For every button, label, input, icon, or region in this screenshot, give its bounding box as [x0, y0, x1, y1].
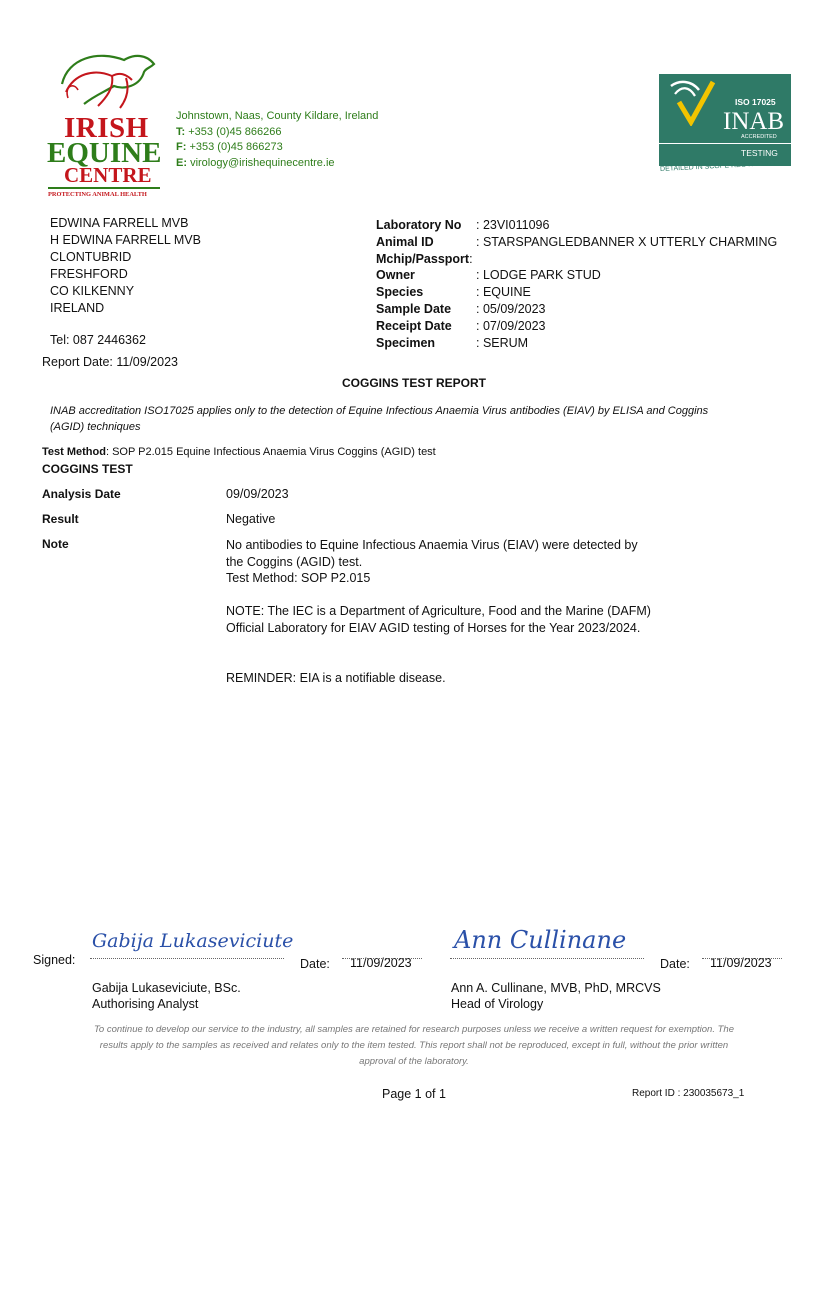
- contact-phone: T: +353 (0)45 866266: [176, 125, 282, 138]
- date-label-1: Date:: [300, 957, 330, 971]
- accreditation-note: INAB accreditation ISO17025 applies only to the detection of Equine Infectious Anaemia Virus antibodies (EIAV) by ELISA and Coggins (AGID) techniques: [50, 405, 709, 433]
- detail-row: [376, 335, 777, 352]
- detail-row: [376, 318, 777, 335]
- detail-label: Animal ID: [376, 234, 434, 249]
- section-title: COGGINS TEST: [42, 462, 133, 476]
- logo-tagline: PROTECTING ANIMAL HEALTH: [48, 191, 147, 198]
- report-id: Report ID : 230035673_1: [632, 1088, 745, 1099]
- logo-word-centre: CENTRE: [64, 163, 152, 187]
- signatory-1: [92, 981, 241, 1012]
- signatory-title: Head of Virology: [451, 996, 544, 1011]
- inab-iso: ISO 17025: [735, 97, 776, 107]
- detail-value: : 07/09/2023: [476, 318, 546, 333]
- signature-2: Ann Cullinane: [454, 926, 627, 954]
- note-label: Note: [42, 537, 69, 551]
- signatory-name: Ann A. Cullinane, MVB, PhD, MRCVS: [451, 981, 661, 995]
- disclaimer: To continue to develop our service to the industry, all samples are retained for research purposes unless we receive a written request for exemption. The results apply to the samples as received and relates only to the item tested. This report shall not be reproduced, except in full, without the prior written approval of the laboratory.: [93, 1024, 734, 1067]
- detail-value: : SERUM: [476, 335, 529, 350]
- address-line: IRELAND: [50, 301, 105, 315]
- inab-scope-text: DETAILED IN SCOPE REG NO.151T: [659, 159, 777, 174]
- detail-row: [376, 217, 777, 234]
- address-line: FRESHFORD: [50, 267, 128, 281]
- inab-accredited: ACCREDITED: [741, 134, 777, 140]
- recipient-tel: Tel: 087 2446362: [50, 333, 146, 347]
- detail-row: [376, 251, 777, 268]
- address-line: H EDWINA FARRELL MVB: [50, 233, 201, 247]
- detail-row: [376, 301, 777, 318]
- recipient-address: [50, 215, 201, 317]
- logo-word-equine: EQUINE: [47, 137, 162, 169]
- date-label-2: Date:: [660, 957, 690, 971]
- result-value: Negative: [226, 512, 276, 526]
- date-line-2: [702, 958, 782, 959]
- inab-accreditation-badge: [659, 74, 791, 166]
- note-paragraph-1: No antibodies to Equine Infectious Anaemia Virus (EIAV) were detected by the Coggins (AGID) test. Test Method: SOP P2.015: [226, 538, 638, 586]
- inab-testing: TESTING: [741, 148, 778, 158]
- contact-address: Johnstown, Naas, County Kildare, Ireland: [176, 110, 379, 122]
- signature-1: Gabija Lukaseviciute: [92, 930, 294, 952]
- detail-value: : STARSPANGLEDBANNER X UTTERLY CHARMING: [476, 234, 778, 249]
- detail-label: Sample Date: [376, 301, 452, 316]
- signed-label: Signed:: [33, 953, 76, 967]
- detail-label: Receipt Date: [376, 318, 452, 333]
- signatory-title: Authorising Analyst: [92, 996, 199, 1011]
- detail-label: Laboratory No: [376, 218, 462, 232]
- signature-line-1: [90, 958, 284, 959]
- analysis-date-value: 09/09/2023: [226, 487, 289, 501]
- address-line: EDWINA FARRELL MVB: [50, 216, 189, 230]
- contact-block: [176, 109, 378, 171]
- inab-swoosh-icon: [667, 78, 719, 126]
- detail-value: : LODGE PARK STUD: [476, 268, 601, 283]
- detail-label: Owner: [376, 268, 415, 283]
- date-value-1: 11/09/2023: [350, 956, 412, 970]
- detail-row: [376, 234, 777, 251]
- signatory-name: Gabija Lukaseviciute, BSc.: [92, 981, 241, 995]
- horse-logo-icon: [54, 46, 164, 116]
- test-method: Test Method: SOP P2.015 Equine Infectious Anaemia Virus Coggins (AGID) test: [42, 446, 436, 458]
- inab-divider: [659, 143, 791, 144]
- detail-row: [376, 267, 777, 284]
- detail-label: Mchip/Passport:: [376, 251, 473, 266]
- detail-label: Species: [376, 285, 424, 300]
- detail-value: : EQUINE: [476, 285, 531, 300]
- date-value-2: 11/09/2023: [710, 956, 772, 970]
- signature-line-2: [450, 958, 644, 959]
- detail-value: : 23VI011096: [476, 218, 550, 232]
- report-title: COGGINS TEST REPORT: [341, 376, 486, 390]
- contact-email: E: virology@irishequinecentre.ie: [176, 156, 335, 169]
- date-line-1: [342, 958, 422, 959]
- analysis-date-label: Analysis Date: [42, 487, 121, 501]
- contact-fax: F: +353 (0)45 866273: [176, 141, 283, 153]
- logo-word-irish: IRISH: [64, 112, 149, 144]
- logo-tagline-rule: [48, 187, 160, 189]
- detail-row: [376, 284, 777, 301]
- address-line: CLONTUBRID: [50, 250, 132, 264]
- detail-value: : 05/09/2023: [476, 301, 546, 316]
- address-line: CO KILKENNY: [50, 284, 135, 298]
- page-number: Page 1 of 1: [382, 1087, 446, 1101]
- sample-details: [376, 217, 777, 351]
- detail-label: Specimen: [376, 335, 436, 350]
- note-paragraph-3: REMINDER: EIA is a notifiable disease.: [226, 671, 446, 685]
- signatory-2: [451, 981, 661, 1012]
- report-date: Report Date: 11/09/2023: [42, 355, 178, 369]
- inab-name: INAB: [723, 108, 785, 135]
- note-paragraph-2: NOTE: The IEC is a Department of Agriculture, Food and the Marine (DAFM) Official Laboratory for EIAV AGID testing of Horses for the Year 2023/2024.: [226, 604, 651, 635]
- result-label: Result: [42, 512, 79, 526]
